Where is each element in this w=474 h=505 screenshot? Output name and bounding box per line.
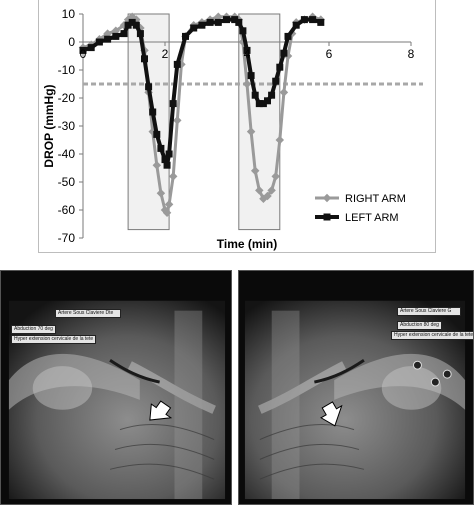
data-point-right-arm [169, 172, 177, 180]
data-point-left-arm [145, 83, 152, 90]
chart-panel [38, 0, 436, 253]
x-tick-label: 6 [325, 47, 333, 61]
x-tick-label: 8 [407, 47, 415, 61]
data-point-left-arm [157, 145, 164, 152]
xray-image [1, 271, 231, 504]
data-point-left-arm [252, 92, 259, 99]
data-point-left-arm [182, 33, 189, 40]
data-point-left-arm [248, 72, 255, 79]
y-tick-label: -30 [57, 119, 75, 133]
data-point-left-arm [235, 19, 242, 26]
y-tick-label: 10 [61, 7, 75, 21]
data-point-left-arm [153, 131, 160, 138]
data-point-left-arm [121, 30, 128, 37]
data-point-left-arm [166, 151, 173, 158]
xray-maneuver-label: Hyper extension cervicale de la tete [391, 331, 474, 340]
legend-label: LEFT ARM [345, 212, 399, 224]
y-tick-label: -50 [57, 175, 75, 189]
data-point-left-arm [104, 36, 111, 43]
data-point-left-arm [170, 100, 177, 107]
data-point-left-arm [198, 22, 205, 29]
xray-panel-right-subclavian [0, 270, 232, 505]
legend-marker [324, 214, 331, 221]
xray-position-label: Abduction 70 deg [11, 325, 56, 334]
data-point-left-arm [207, 19, 214, 26]
data-point-left-arm [164, 162, 171, 169]
y-tick-label: -20 [57, 91, 75, 105]
data-point-left-arm [133, 22, 140, 29]
x-tick-label: 4 [243, 47, 251, 61]
data-point-left-arm [301, 16, 308, 23]
xray-title-label: Artere Sous Claviere G [397, 307, 461, 316]
y-tick-label: -60 [57, 203, 75, 217]
x-tick-label: 0 [79, 47, 87, 61]
data-point-left-arm [137, 30, 144, 37]
chart-svg [39, 0, 437, 253]
y-tick-label: -70 [57, 231, 75, 245]
y-tick-label: -40 [57, 147, 75, 161]
data-point-left-arm [190, 25, 197, 32]
data-point-left-arm [174, 61, 181, 68]
y-axis-title: DROP (mmHg) [42, 84, 56, 168]
y-tick-label: -10 [57, 63, 75, 77]
data-point-left-arm [215, 19, 222, 26]
data-point-left-arm [309, 16, 316, 23]
data-point-left-arm [149, 109, 156, 116]
data-point-right-arm [280, 88, 288, 96]
xray-maneuver-label: Hyper extension cervicale de la tete [11, 335, 96, 344]
data-point-left-arm [223, 16, 230, 23]
legend-marker [323, 194, 331, 202]
data-point-left-arm [239, 27, 246, 34]
data-point-left-arm [293, 22, 300, 29]
data-point-right-arm [173, 116, 181, 124]
data-point-left-arm [276, 64, 283, 71]
data-point-left-arm [280, 50, 287, 57]
data-point-left-arm [112, 33, 119, 40]
data-point-left-arm [268, 92, 275, 99]
y-tick-label: 0 [68, 35, 75, 49]
x-tick-label: 2 [161, 47, 169, 61]
xray-position-label: Abduction 80 deg [397, 321, 442, 330]
xray-panel-left-subclavian [238, 270, 474, 505]
data-point-left-arm [141, 55, 148, 62]
data-point-left-arm [317, 19, 324, 26]
xray-title-label: Artere Sous Claviere Dte [55, 309, 121, 318]
data-point-left-arm [285, 33, 292, 40]
data-point-left-arm [96, 39, 103, 46]
data-point-left-arm [272, 78, 279, 85]
legend-label: RIGHT ARM [345, 193, 406, 205]
data-point-left-arm [88, 44, 95, 51]
xray-image [239, 271, 473, 504]
x-axis-title: Time (min) [216, 237, 278, 251]
